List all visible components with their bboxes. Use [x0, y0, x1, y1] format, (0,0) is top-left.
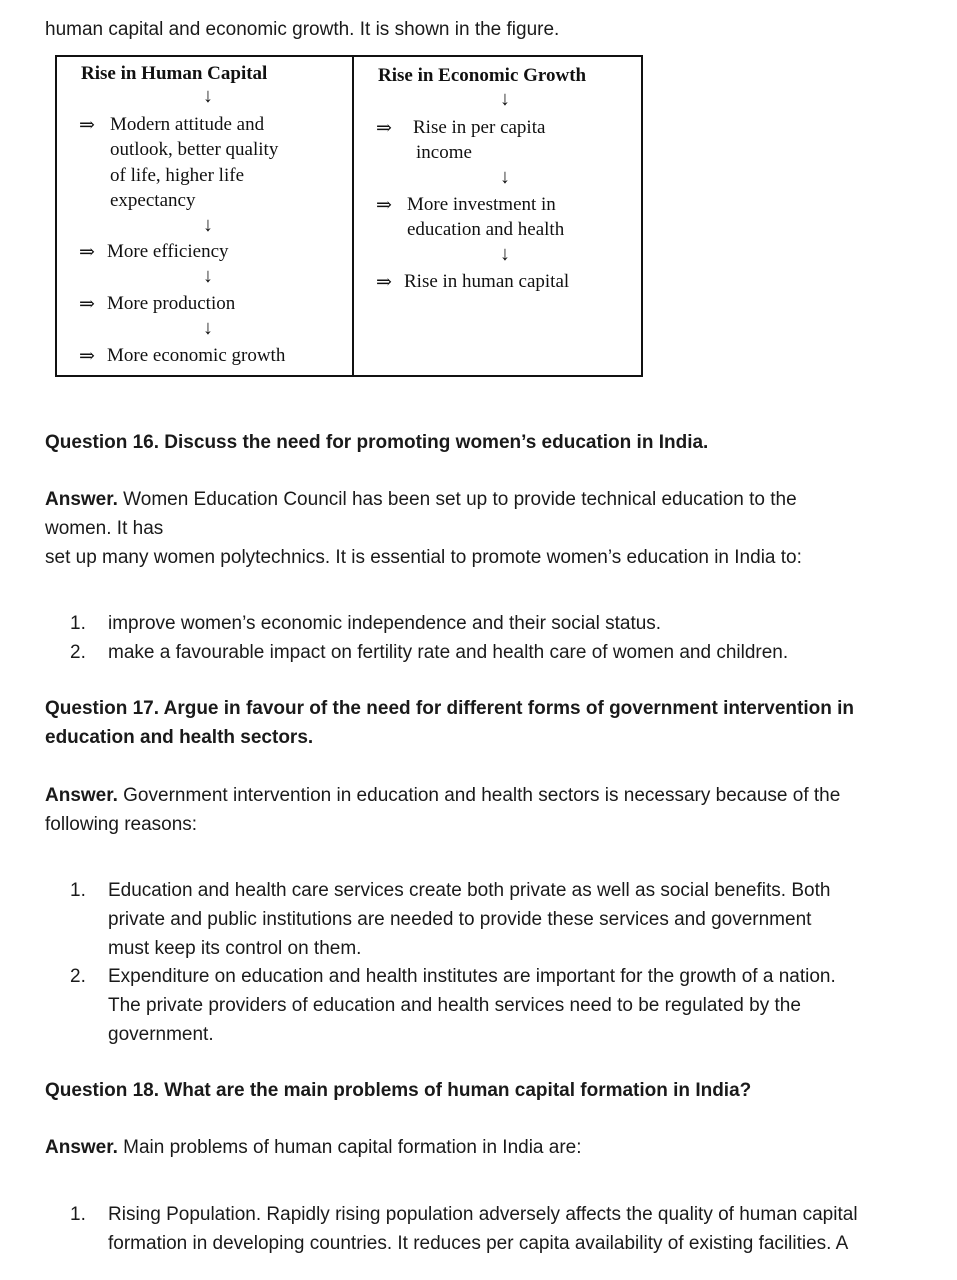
- figure-table: [55, 55, 643, 377]
- implies-arrow-icon: ⇒: [79, 346, 95, 367]
- down-arrow-icon: ↓: [203, 85, 213, 107]
- intro-text: human capital and economic growth. It is shown in the figure.: [45, 19, 560, 40]
- implies-arrow-icon: ⇒: [376, 195, 392, 216]
- list-text-line: private and public institutions are needed to provide these services and government: [108, 909, 812, 930]
- question-17-line-2: education and health sectors.: [45, 727, 314, 748]
- right-item-2-line-1: More investment in: [407, 194, 556, 215]
- question-16: Question 16. Discuss the need for promoting women’s education in India.: [45, 432, 709, 453]
- list-number: 1.: [70, 613, 86, 634]
- down-arrow-icon: ↓: [500, 88, 510, 110]
- down-arrow-icon: ↓: [203, 214, 213, 236]
- implies-arrow-icon: ⇒: [376, 272, 392, 293]
- implies-arrow-icon: ⇒: [79, 242, 95, 263]
- right-item-2-line-2: education and health: [407, 219, 565, 240]
- answer-label: Answer.: [45, 785, 118, 806]
- human-capital-column: [57, 57, 354, 375]
- left-item-1-line-3: of life, higher life: [110, 165, 245, 186]
- list-text: improve women’s economic independence and their social status.: [108, 613, 662, 634]
- left-item-1-line-1: Modern attitude and: [110, 114, 265, 135]
- list-text-line: must keep its control on them.: [108, 938, 362, 959]
- answer-17-line-1: Government intervention in education and health sectors is necessary because of the: [123, 785, 841, 806]
- down-arrow-icon: ↓: [500, 166, 510, 188]
- answer-16: [45, 485, 945, 572]
- list-text-line: Rising Population. Rapidly rising population adversely affects the quality of human capital: [108, 1204, 858, 1225]
- left-item-4: More economic growth: [107, 345, 286, 366]
- right-column-title: Rise in Economic Growth: [378, 65, 587, 86]
- implies-arrow-icon: ⇒: [79, 115, 95, 136]
- list-text-line: Education and health care services create both private as well as social benefits. Both: [108, 880, 831, 901]
- answer-label: Answer.: [45, 489, 118, 510]
- list-number: 2.: [70, 966, 86, 987]
- down-arrow-icon: ↓: [203, 317, 213, 339]
- list-text: [108, 876, 830, 963]
- left-item-2: More efficiency: [107, 241, 229, 262]
- answer-16-line-2: women. It has: [45, 518, 164, 539]
- right-item-3: Rise in human capital: [404, 271, 570, 292]
- list-text-line: The private providers of education and health services need to be regulated by the: [108, 995, 801, 1016]
- right-item-1-line-2: income: [416, 142, 472, 163]
- answer-17-line-2: following reasons:: [45, 814, 198, 835]
- list-number: 2.: [70, 642, 86, 663]
- list-text: [108, 962, 836, 1049]
- list-text-line: government.: [108, 1024, 214, 1045]
- answer-label: Answer.: [45, 1137, 118, 1158]
- answer-16-line-3: set up many women polytechnics. It is essential to promote women’s education in India to:: [45, 547, 802, 568]
- list-number: 1.: [70, 1204, 86, 1225]
- answer-18-text: Main problems of human capital formation in India are:: [123, 1137, 582, 1158]
- list-text-line: Expenditure on education and health institutes are important for the growth of a nation.: [108, 966, 836, 987]
- list-text-line: formation in developing countries. It reduces per capita availability of existing facilities. A: [108, 1233, 849, 1254]
- answer-18: [45, 1133, 945, 1162]
- list-text: make a favourable impact on fertility rate and health care of women and children.: [108, 642, 789, 663]
- left-item-1-line-4: expectancy: [110, 190, 196, 211]
- left-item-3: More production: [107, 293, 236, 314]
- answer-16-line-1: Women Education Council has been set up to provide technical education to the: [123, 489, 797, 510]
- list-text: [108, 1200, 858, 1258]
- economic-growth-column: [354, 57, 641, 375]
- left-column-title: Rise in Human Capital: [81, 63, 268, 84]
- question-17-line-1: Question 17. Argue in favour of the need for different forms of government intervention in: [45, 698, 854, 719]
- question-18: Question 18. What are the main problems of human capital formation in India?: [45, 1080, 752, 1101]
- down-arrow-icon: ↓: [500, 243, 510, 265]
- down-arrow-icon: ↓: [203, 265, 213, 287]
- implies-arrow-icon: ⇒: [79, 294, 95, 315]
- answer-17: [45, 781, 945, 839]
- list-number: 1.: [70, 880, 86, 901]
- left-item-1-line-2: outlook, better quality: [110, 139, 279, 160]
- question-17: [45, 694, 945, 752]
- implies-arrow-icon: ⇒: [376, 118, 392, 139]
- right-item-1-line-1: Rise in per capita: [413, 117, 546, 138]
